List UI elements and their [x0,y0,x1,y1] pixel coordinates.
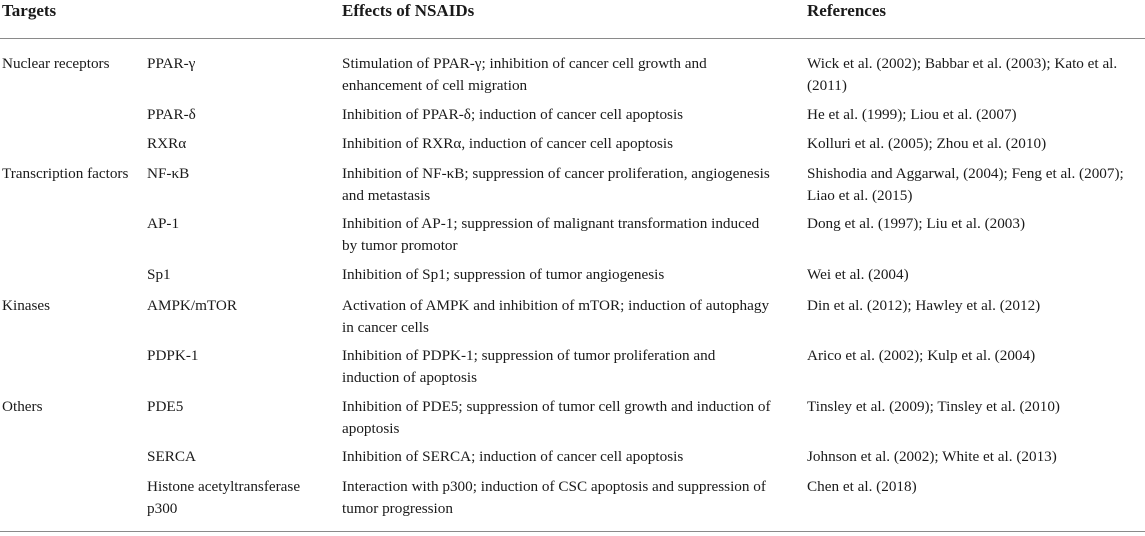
header-targets: Targets [2,1,57,20]
row-target: RXRα [147,135,187,152]
row-target: AMPK/mTOR [147,297,238,314]
row-references: Chen et al. (2018) [807,478,917,495]
row-target: PPAR-γ [147,55,196,72]
row-effect: Inhibition of PPAR-δ; induction of cancer cell apoptosis [342,106,684,123]
row-target: PPAR-δ [147,106,196,123]
row-group: Transcription factors [2,165,129,182]
row-effect: Interaction with p300; induction of CSC apoptosis and suppression of tumor progression [342,478,766,517]
row-target: PDPK-1 [147,347,199,364]
table-header [0,0,1145,40]
row-effect: Stimulation of PPAR-γ; inhibition of cancer cell growth and enhancement of cell migration [342,55,707,94]
row-target: NF-κB [147,165,190,182]
row-references: Wei et al. (2004) [807,266,909,283]
row-group: Others [2,398,43,415]
row-effect: Inhibition of PDE5; suppression of tumor cell growth and induction of apoptosis [342,398,771,437]
row-effect: Activation of AMPK and inhibition of mTOR; induction of autophagy in cancer cells [342,297,770,336]
bottom-rule [0,531,1145,532]
row-references: Shishodia and Aggarwal, (2004); Feng et al. (2007); Liao et al. (2015) [807,165,1124,204]
row-target: SERCA [147,448,196,465]
row-references: Tinsley et al. (2009); Tinsley et al. (2010) [807,398,1060,415]
row-references: Dong et al. (1997); Liu et al. (2003) [807,215,1026,232]
row-effect: Inhibition of PDPK-1; suppression of tumor proliferation and induction of apoptosis [342,347,716,386]
row-references: He et al. (1999); Liou et al. (2007) [807,106,1017,123]
header-references: References [807,1,886,20]
row-references: Din et al. (2012); Hawley et al. (2012) [807,297,1041,314]
row-group: Kinases [2,297,51,314]
row-target: Sp1 [147,266,171,283]
row-references: Johnson et al. (2002); White et al. (2013) [807,448,1057,465]
row-target: Histone acetyltransferase p300 [147,478,301,517]
row-group: Nuclear receptors [2,55,110,72]
row-effect: Inhibition of NF-κB; suppression of cancer proliferation, angiogenesis and metastasis [342,165,770,204]
row-references: Arico et al. (2002); Kulp et al. (2004) [807,347,1036,364]
row-effect: Inhibition of RXRα, induction of cancer cell apoptosis [342,135,674,152]
row-target: AP-1 [147,215,180,232]
row-effect: Inhibition of AP-1; suppression of malignant transformation induced by tumor promotor [342,215,760,254]
row-references: Wick et al. (2002); Babbar et al. (2003); Kato et al. (2011) [807,55,1118,94]
row-target: PDE5 [147,398,184,415]
header-rule [0,38,1145,39]
row-effect: Inhibition of Sp1; suppression of tumor angiogenesis [342,266,665,283]
header-effects: Effects of NSAIDs [342,1,475,20]
row-effect: Inhibition of SERCA; induction of cancer cell apoptosis [342,448,684,465]
row-references: Kolluri et al. (2005); Zhou et al. (2010) [807,135,1047,152]
